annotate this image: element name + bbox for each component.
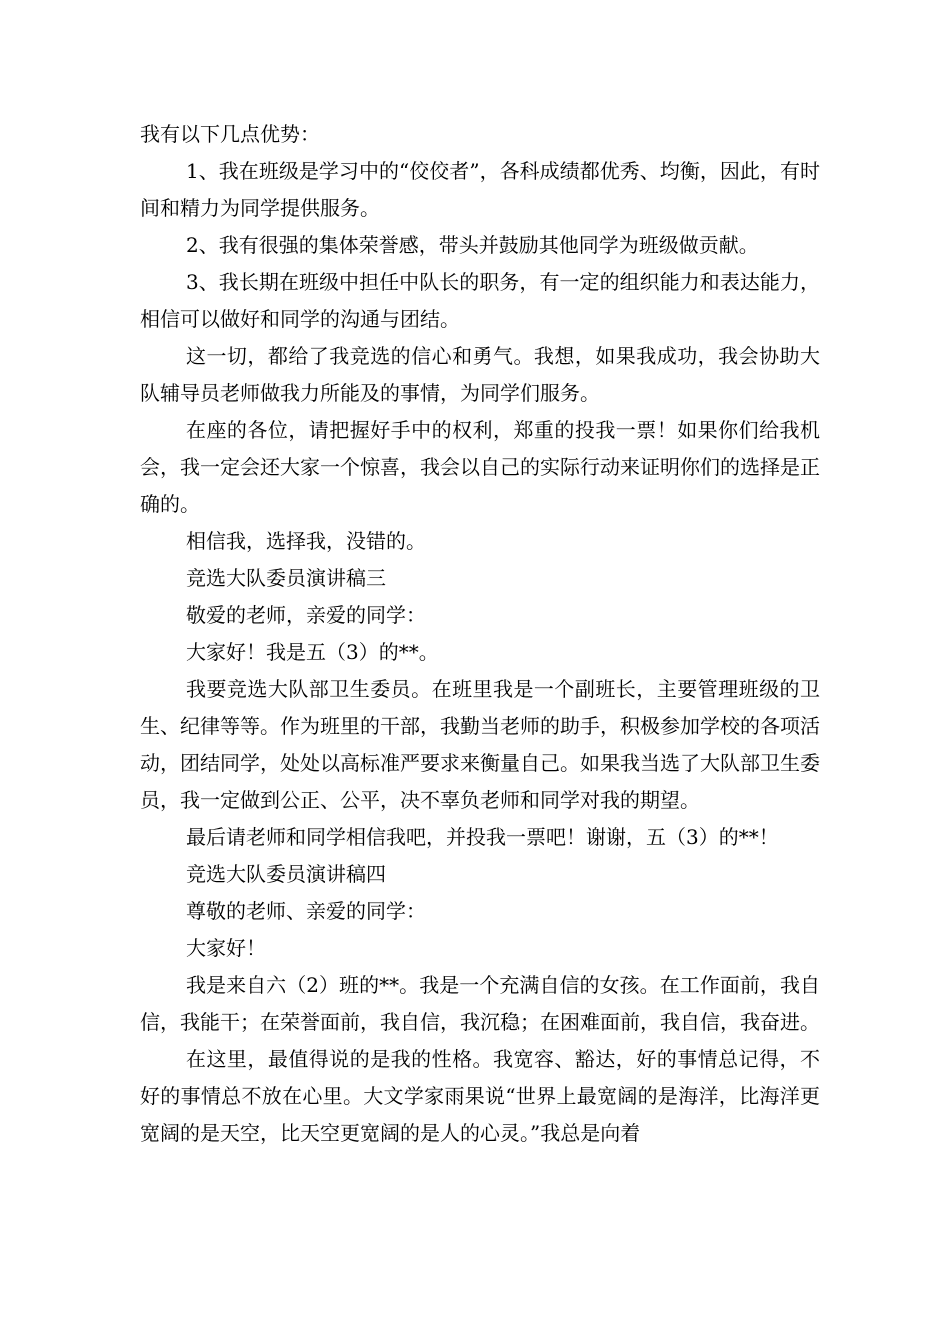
paragraph-salutation-four: 尊敬的老师、亲爱的同学： xyxy=(186,899,426,923)
paragraph-advantages-intro: 我有以下几点优势： xyxy=(140,122,320,146)
paragraph-confidence: 这一切，都给了我竞选的信心和勇气。我想，如果我成功，我会协助大队辅导员老师做我力所能及的事情，为同学们服务。 xyxy=(140,344,820,405)
paragraph-advantage-1: 1、我在班级是学习中的“佼佼者”，各科成绩都优秀、均衡，因此，有时间和精力为同学提供服务。 xyxy=(140,159,820,220)
paragraph-hygiene-committee: 我要竞选大队部卫生委员。在班里我是一个副班长，主要管理班级的卫生、纪律等等。作为班里的干部，我勤当老师的助手，积极参加学校的各项活动，团结同学，处处以高标准严要求来衡量自己。如果我当选了大队部卫生委员，我一定做到公正、公平，决不辜负老师和同学对我的期望。 xyxy=(140,677,820,812)
paragraph-closing-three: 最后请老师和同学相信我吧，并投我一票吧！谢谢，五（3）的**！ xyxy=(186,825,779,849)
paragraph-vote-appeal: 在座的各位，请把握好手中的权利，郑重的投我一票！如果你们给我机会，我一定会还大家一个惊喜，我会以自己的实际行动来证明你们的选择是正确的。 xyxy=(140,418,820,516)
document-page xyxy=(140,116,820,1152)
paragraph-self-intro-four: 我是来自六（2）班的**。我是一个充满自信的女孩。在工作面前，我自信，我能干；在荣誉面前，我自信，我沉稳；在困难面前，我自信，我奋进。 xyxy=(140,973,820,1034)
paragraph-greeting-four: 大家好！ xyxy=(186,936,266,960)
paragraph-advantage-2: 2、我有很强的集体荣誉感，带头并鼓励其他同学为班级做贡献。 xyxy=(186,233,759,257)
section-heading-speech-three: 竞选大队委员演讲稿三 xyxy=(186,566,386,590)
section-heading-speech-four: 竞选大队委员演讲稿四 xyxy=(186,862,386,886)
paragraph-trust-me: 相信我，选择我，没错的。 xyxy=(186,529,426,553)
paragraph-salutation-three: 敬爱的老师，亲爱的同学： xyxy=(186,603,426,627)
paragraph-personality: 在这里，最值得说的是我的性格。我宽容、豁达，好的事情总记得，不好的事情总不放在心里。大文学家雨果说“世界上最宽阔的是海洋，比海洋更宽阔的是天空，比天空更宽阔的是人的心灵。”我总是向着 xyxy=(140,1047,820,1145)
paragraph-advantage-3: 3、我长期在班级中担任中队长的职务，有一定的组织能力和表达能力，相信可以做好和同学的沟通与团结。 xyxy=(140,270,820,331)
paragraph-greeting-three: 大家好！我是五（3）的**。 xyxy=(186,640,439,664)
